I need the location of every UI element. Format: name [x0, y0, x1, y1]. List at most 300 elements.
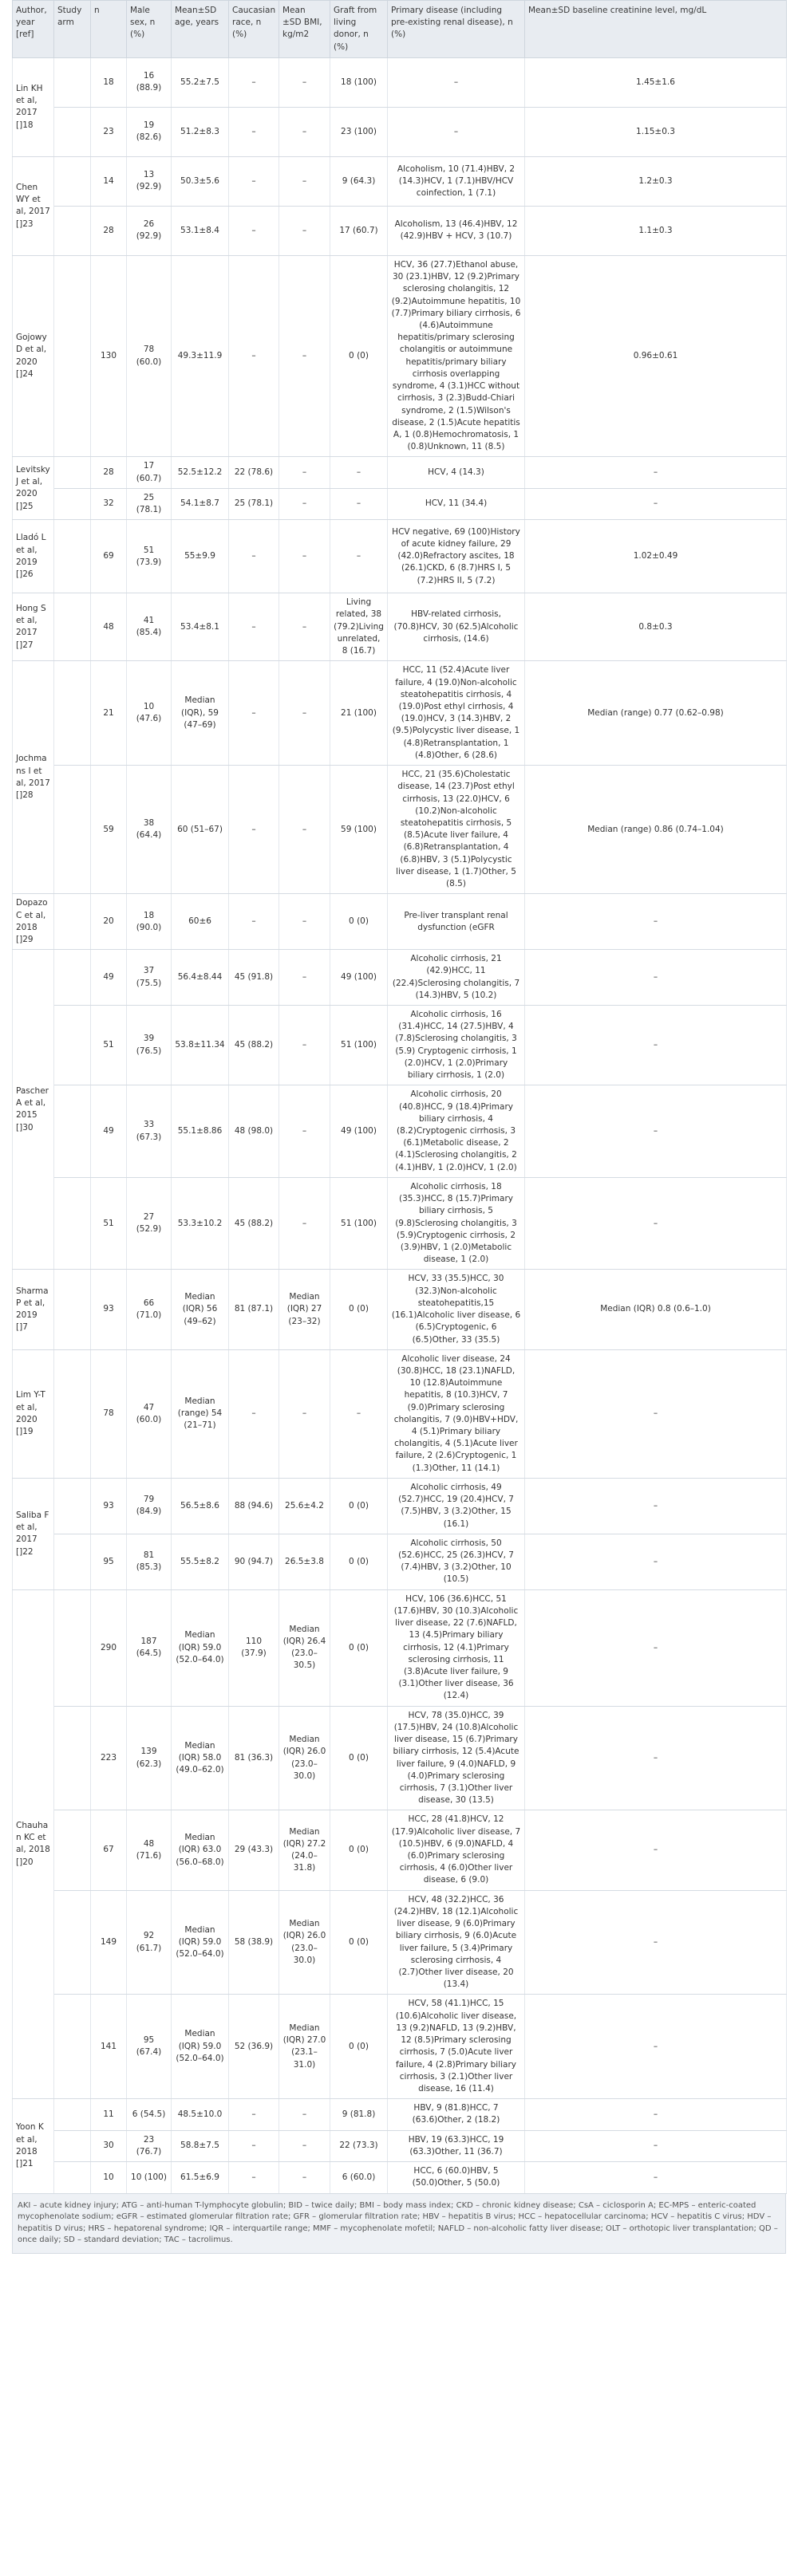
n-cell: 30	[91, 2130, 127, 2161]
creatinine-cell: –	[525, 1006, 787, 1085]
table-row	[13, 2162, 787, 2193]
n-cell: 67	[91, 1810, 127, 1890]
age-cell: 50.3±5.6	[172, 156, 229, 206]
creatinine-cell: –	[525, 1085, 787, 1178]
creatinine-cell: 1.2±0.3	[525, 156, 787, 206]
bmi-cell: Median (IQR) 26.0 (23.0–30.0)	[279, 1890, 330, 1995]
caucasian-cell: –	[229, 520, 279, 593]
table-row	[13, 255, 787, 457]
creatinine-cell: –	[525, 488, 787, 519]
living-donor-cell: Living related, 38 (79.2)Living unrelated, 8 (16.7)	[330, 593, 388, 661]
table-row	[13, 457, 787, 488]
bmi-cell: 26.5±3.8	[279, 1534, 330, 1589]
bmi-cell: –	[279, 661, 330, 766]
male-sex-cell: 51 (73.9)	[127, 520, 172, 593]
bmi-cell: –	[279, 457, 330, 488]
table-row	[13, 520, 787, 593]
bmi-cell: –	[279, 766, 330, 894]
living-donor-cell: 49 (100)	[330, 1085, 388, 1178]
bmi-cell: –	[279, 950, 330, 1006]
table-row	[13, 206, 787, 255]
table-row	[13, 107, 787, 156]
primary-disease-cell: HCV negative, 69 (100)History of acute kidney failure, 29 (42.0)Refractory ascites, 18 (26.1)CKD, 6 (8.7)HRS I, 5 (7.2)HRS II, 5 (7.2)	[388, 520, 525, 593]
caucasian-cell: 90 (94.7)	[229, 1534, 279, 1589]
male-sex-cell: 37 (75.5)	[127, 950, 172, 1006]
caucasian-cell: 45 (88.2)	[229, 1177, 279, 1270]
table-footnote: AKI – acute kidney injury; ATG – anti-human T-lymphocyte globulin; BID – twice daily; BMI – body mass index; CKD – chronic kidney disease; CsA – ciclosporin A; EC-MPS – enteric-coated mycophenolate sodium; eGFR – estimated glomerular filtration rate; GFR – glomerular filtration rate; HBV – hepatitis B virus; HCC – hepatocellular carcinoma; HCV – hepatitis C virus; HDV – hepatitis D virus; HRS – hepatorenal syndrome; IQR – interquartile range; MMF – mycophenolate mofetil; NAFLD – non-alcoholic fatty liver disease; OLT – orthotopic liver transplantation; QD – once daily; SD – standard deviation; TAC – tacrolimus.	[12, 2194, 786, 2254]
study-arm-cell	[54, 520, 91, 593]
bmi-cell: –	[279, 488, 330, 519]
male-sex-cell: 6 (54.5)	[127, 2099, 172, 2130]
header-row	[13, 1, 787, 58]
n-cell: 48	[91, 593, 127, 661]
author-cell: Dopazo C et al, 2018 []29	[13, 894, 54, 950]
male-sex-cell: 26 (92.9)	[127, 206, 172, 255]
living-donor-cell: 51 (100)	[330, 1006, 388, 1085]
caucasian-cell: –	[229, 2099, 279, 2130]
study-arm-cell	[54, 107, 91, 156]
primary-disease-cell: HCC, 28 (41.8)HCV, 12 (17.9)Alcoholic liver disease, 7 (10.5)HBV, 6 (9.0)NAFLD, 4 (6.0)Primary sclerosing cirrhosis, 4 (6.0)Other liver disease, 6 (9.0)	[388, 1810, 525, 1890]
table-row	[13, 950, 787, 1006]
author-cell: Levitsky J et al, 2020 []25	[13, 457, 54, 520]
creatinine-cell: –	[525, 2130, 787, 2161]
study-arm-cell	[54, 1085, 91, 1178]
n-cell: 20	[91, 894, 127, 950]
primary-disease-cell: Alcoholic cirrhosis, 20 (40.8)HCC, 9 (18.4)Primary biliary cirrhosis, 4 (8.2)Cryptogenic cirrhosis, 3 (6.1)Metabolic disease, 2 (4.1)Sclerosing cholangitis, 2 (4.1)HBV, 1 (2.0)HCV, 1 (2.0)	[388, 1085, 525, 1178]
male-sex-cell: 19 (82.6)	[127, 107, 172, 156]
creatinine-cell: –	[525, 894, 787, 950]
primary-disease-cell: HBV, 9 (81.8)HCC, 7 (63.6)Other, 2 (18.2)	[388, 2099, 525, 2130]
age-cell: Median (range) 54 (21–71)	[172, 1349, 229, 1478]
age-cell: Median (IQR) 56 (49–62)	[172, 1270, 229, 1349]
study-arm-cell	[54, 255, 91, 457]
creatinine-cell: –	[525, 1706, 787, 1810]
caucasian-cell: –	[229, 107, 279, 156]
table-row	[13, 1995, 787, 2099]
male-sex-cell: 66 (71.0)	[127, 1270, 172, 1349]
creatinine-cell: –	[525, 1534, 787, 1589]
age-cell: 52.5±12.2	[172, 457, 229, 488]
creatinine-cell: –	[525, 1810, 787, 1890]
caucasian-cell: 29 (43.3)	[229, 1810, 279, 1890]
living-donor-cell: 9 (64.3)	[330, 156, 388, 206]
table-row	[13, 2130, 787, 2161]
study-arm-cell	[54, 457, 91, 488]
caucasian-cell: –	[229, 894, 279, 950]
age-cell: 48.5±10.0	[172, 2099, 229, 2130]
creatinine-cell: 1.02±0.49	[525, 520, 787, 593]
creatinine-cell: 0.8±0.3	[525, 593, 787, 661]
male-sex-cell: 25 (78.1)	[127, 488, 172, 519]
n-cell: 51	[91, 1006, 127, 1085]
bmi-cell: –	[279, 255, 330, 457]
caucasian-cell: 81 (87.1)	[229, 1270, 279, 1349]
study-arm-cell	[54, 1589, 91, 1706]
primary-disease-cell: Alcoholic cirrhosis, 50 (52.6)HCC, 25 (26.3)HCV, 7 (7.4)HBV, 3 (3.2)Other, 10 (10.5)	[388, 1534, 525, 1589]
age-cell: Median (IQR) 63.0 (56.0–68.0)	[172, 1810, 229, 1890]
bmi-cell: 25.6±4.2	[279, 1478, 330, 1534]
primary-disease-cell: HCV, 78 (35.0)HCC, 39 (17.5)HBV, 24 (10.8)Alcoholic liver disease, 15 (6.7)Primary biliary cirrhosis, 12 (5.4)Acute liver failure, 9 (4.0)NAFLD, 9 (4.0)Primary sclerosing cirrhosis, 7 (3.1)Other liver disease, 30 (13.5)	[388, 1706, 525, 1810]
study-arm-cell	[54, 1478, 91, 1534]
table-row	[13, 156, 787, 206]
primary-disease-cell: HCV, 48 (32.2)HCC, 36 (24.2)HBV, 18 (12.1)Alcoholic liver disease, 9 (6.0)Primary biliary cirrhosis, 9 (6.0)Acute liver failure, 5 (3.4)Primary sclerosing cirrhosis, 4 (2.7)Other liver disease, 20 (13.4)	[388, 1890, 525, 1995]
n-cell: 14	[91, 156, 127, 206]
study-characteristics-table	[12, 0, 787, 2194]
male-sex-cell: 18 (90.0)	[127, 894, 172, 950]
male-sex-cell: 39 (76.5)	[127, 1006, 172, 1085]
study-arm-cell	[54, 1995, 91, 2099]
primary-disease-cell: HCC, 11 (52.4)Acute liver failure, 4 (19.0)Non-alcoholic steatohepatitis cirrhosis, 4 (19.0)Post ethyl cirrhosis, 4 (19.0)HCV, 3 (14.3)HBV, 2 (9.5)Polycystic liver disease, 1 (4.8)Retransplantation, 1 (4.8)Other, 6 (28.6)	[388, 661, 525, 766]
study-arm-cell	[54, 1810, 91, 1890]
age-cell: 53.4±8.1	[172, 593, 229, 661]
author-cell: Sharma P et al, 2019 []7	[13, 1270, 54, 1349]
bmi-cell: Median (IQR) 27 (23–32)	[279, 1270, 330, 1349]
header-baseline-creatinine: Mean±SD baseline creatinine level, mg/dL	[525, 1, 787, 58]
header-bmi: Mean ±SD BMI, kg/m2	[279, 1, 330, 58]
primary-disease-cell: Alcoholic cirrhosis, 49 (52.7)HCC, 19 (20.4)HCV, 7 (7.5)HBV, 3 (3.2)Other, 15 (16.1)	[388, 1478, 525, 1534]
study-arm-cell	[54, 2162, 91, 2193]
n-cell: 78	[91, 1349, 127, 1478]
primary-disease-cell: Alcoholism, 13 (46.4)HBV, 12 (42.9)HBV + HCV, 3 (10.7)	[388, 206, 525, 255]
header-n: n	[91, 1, 127, 58]
male-sex-cell: 92 (61.7)	[127, 1890, 172, 1995]
study-arm-cell	[54, 1349, 91, 1478]
table-row	[13, 1177, 787, 1270]
study-arm-cell	[54, 950, 91, 1006]
bmi-cell: Median (IQR) 26.4 (23.0–30.5)	[279, 1589, 330, 1706]
living-donor-cell: –	[330, 1349, 388, 1478]
n-cell: 130	[91, 255, 127, 457]
primary-disease-cell: HBV-related cirrhosis, (70.8)HCV, 30 (62.5)Alcoholic cirrhosis, (14.6)	[388, 593, 525, 661]
creatinine-cell: –	[525, 1995, 787, 2099]
male-sex-cell: 16 (88.9)	[127, 57, 172, 107]
n-cell: 141	[91, 1995, 127, 2099]
male-sex-cell: 78 (60.0)	[127, 255, 172, 457]
bmi-cell: Median (IQR) 27.2 (24.0–31.8)	[279, 1810, 330, 1890]
caucasian-cell: –	[229, 255, 279, 457]
header-author: Author, year [ref]	[13, 1, 54, 58]
male-sex-cell: 79 (84.9)	[127, 1478, 172, 1534]
author-cell: Yoon K et al, 2018 []21	[13, 2099, 54, 2193]
age-cell: 53.8±11.34	[172, 1006, 229, 1085]
male-sex-cell: 81 (85.3)	[127, 1534, 172, 1589]
table-row	[13, 1478, 787, 1534]
author-cell: Hong S et al, 2017 []27	[13, 593, 54, 661]
table-row	[13, 1006, 787, 1085]
creatinine-cell: Median (IQR) 0.8 (0.6–1.0)	[525, 1270, 787, 1349]
author-cell: Chauhan KC et al, 2018 []20	[13, 1589, 54, 2099]
caucasian-cell: –	[229, 57, 279, 107]
n-cell: 95	[91, 1534, 127, 1589]
creatinine-cell: 1.15±0.3	[525, 107, 787, 156]
bmi-cell: –	[279, 1085, 330, 1178]
age-cell: 55±9.9	[172, 520, 229, 593]
creatinine-cell: –	[525, 1478, 787, 1534]
living-donor-cell: 51 (100)	[330, 1177, 388, 1270]
n-cell: 23	[91, 107, 127, 156]
study-arm-cell	[54, 1890, 91, 1995]
author-cell: Gojowy D et al, 2020 []24	[13, 255, 54, 457]
living-donor-cell: –	[330, 457, 388, 488]
male-sex-cell: 10 (100)	[127, 2162, 172, 2193]
bmi-cell: –	[279, 520, 330, 593]
living-donor-cell: 59 (100)	[330, 766, 388, 894]
caucasian-cell: –	[229, 661, 279, 766]
table-row	[13, 1706, 787, 1810]
study-arm-cell	[54, 593, 91, 661]
table-row	[13, 1589, 787, 1706]
study-arm-cell	[54, 1270, 91, 1349]
study-arm-cell	[54, 1706, 91, 1810]
male-sex-cell: 47 (60.0)	[127, 1349, 172, 1478]
age-cell: 60±6	[172, 894, 229, 950]
bmi-cell: –	[279, 1349, 330, 1478]
age-cell: 56.5±8.6	[172, 1478, 229, 1534]
living-donor-cell: –	[330, 488, 388, 519]
bmi-cell: Median (IQR) 26.0 (23.0–30.0)	[279, 1706, 330, 1810]
creatinine-cell: Median (range) 0.77 (0.62–0.98)	[525, 661, 787, 766]
male-sex-cell: 41 (85.4)	[127, 593, 172, 661]
creatinine-cell: –	[525, 1349, 787, 1478]
primary-disease-cell: Alcoholic cirrhosis, 16 (31.4)HCC, 14 (27.5)HBV, 4 (7.8)Sclerosing cholangitis, 3 (5.9) Cryptogenic cirrhosis, 1 (2.0)HCV, 1 (2.0)Primary biliary cirrhosis, 1 (2.0)	[388, 1006, 525, 1085]
age-cell: Median (IQR) 58.0 (49.0–62.0)	[172, 1706, 229, 1810]
n-cell: 51	[91, 1177, 127, 1270]
age-cell: 51.2±8.3	[172, 107, 229, 156]
living-donor-cell: 18 (100)	[330, 57, 388, 107]
n-cell: 28	[91, 457, 127, 488]
caucasian-cell: 88 (94.6)	[229, 1478, 279, 1534]
living-donor-cell: 0 (0)	[330, 1995, 388, 2099]
caucasian-cell: 45 (88.2)	[229, 1006, 279, 1085]
male-sex-cell: 17 (60.7)	[127, 457, 172, 488]
table-row	[13, 1270, 787, 1349]
living-donor-cell: 0 (0)	[330, 1534, 388, 1589]
study-arm-cell	[54, 661, 91, 766]
primary-disease-cell: HCV, 106 (36.6)HCC, 51 (17.6)HBV, 30 (10.3)Alcoholic liver disease, 22 (7.6)NAFLD, 13 (4.5)Primary biliary cirrhosis, 12 (4.1)Primary sclerosing cirrhosis, 11 (3.8)Acute liver failure, 9 (3.1)Other liver disease, 36 (12.4)	[388, 1589, 525, 1706]
creatinine-cell: –	[525, 457, 787, 488]
bmi-cell: –	[279, 57, 330, 107]
n-cell: 59	[91, 766, 127, 894]
bmi-cell: Median (IQR) 27.0 (23.1–31.0)	[279, 1995, 330, 2099]
study-arm-cell	[54, 2130, 91, 2161]
study-arm-cell	[54, 1006, 91, 1085]
male-sex-cell: 95 (67.4)	[127, 1995, 172, 2099]
caucasian-cell: 81 (36.3)	[229, 1706, 279, 1810]
primary-disease-cell: –	[388, 57, 525, 107]
bmi-cell: –	[279, 1006, 330, 1085]
n-cell: 18	[91, 57, 127, 107]
author-cell: Lladó L et al, 2019 []26	[13, 520, 54, 593]
n-cell: 11	[91, 2099, 127, 2130]
n-cell: 10	[91, 2162, 127, 2193]
header-living-donor: Graft from living donor, n (%)	[330, 1, 388, 58]
bmi-cell: –	[279, 107, 330, 156]
male-sex-cell: 33 (67.3)	[127, 1085, 172, 1178]
caucasian-cell: –	[229, 1349, 279, 1478]
author-cell: Jochmans I et al, 2017 []28	[13, 661, 54, 894]
age-cell: 54.1±8.7	[172, 488, 229, 519]
header-male-sex: Male sex, n (%)	[127, 1, 172, 58]
table-row	[13, 57, 787, 107]
table-row	[13, 1349, 787, 1478]
male-sex-cell: 187 (64.5)	[127, 1589, 172, 1706]
table-row	[13, 2099, 787, 2130]
living-donor-cell: 49 (100)	[330, 950, 388, 1006]
bmi-cell: –	[279, 2162, 330, 2193]
author-cell: Lin KH et al, 2017 []18	[13, 57, 54, 156]
living-donor-cell: 0 (0)	[330, 1810, 388, 1890]
age-cell: 55.2±7.5	[172, 57, 229, 107]
study-arm-cell	[54, 894, 91, 950]
caucasian-cell: 22 (78.6)	[229, 457, 279, 488]
n-cell: 69	[91, 520, 127, 593]
living-donor-cell: 23 (100)	[330, 107, 388, 156]
living-donor-cell: 0 (0)	[330, 1589, 388, 1706]
table-row	[13, 1890, 787, 1995]
caucasian-cell: –	[229, 2162, 279, 2193]
caucasian-cell: 58 (38.9)	[229, 1890, 279, 1995]
caucasian-cell: –	[229, 156, 279, 206]
table-body	[13, 57, 787, 2193]
primary-disease-cell: HCV, 33 (35.5)HCC, 30 (32.3)Non-alcoholic steatohepatitis,15 (16.1)Alcoholic liver disease, 6 (6.5)Cryptogenic, 6 (6.5)Other, 33 (35.5)	[388, 1270, 525, 1349]
header-caucasian: Caucasian race, n (%)	[229, 1, 279, 58]
age-cell: 60 (51–67)	[172, 766, 229, 894]
primary-disease-cell: HCC, 6 (60.0)HBV, 5 (50.0)Other, 5 (50.0)	[388, 2162, 525, 2193]
creatinine-cell: –	[525, 1890, 787, 1995]
primary-disease-cell: HCV, 11 (34.4)	[388, 488, 525, 519]
age-cell: Median (IQR) 59.0 (52.0–64.0)	[172, 1589, 229, 1706]
age-cell: 56.4±8.44	[172, 950, 229, 1006]
primary-disease-cell: HCV, 58 (41.1)HCC, 15 (10.6)Alcoholic liver disease, 13 (9.2)NAFLD, 13 (9.2)HBV, 12 (8.5)Primary sclerosing cirrhosis, 7 (5.0)Acute liver failure, 4 (2.8)Primary biliary cirrhosis, 3 (2.1)Other liver disease, 16 (11.4)	[388, 1995, 525, 2099]
living-donor-cell: 0 (0)	[330, 255, 388, 457]
age-cell: Median (IQR) 59.0 (52.0–64.0)	[172, 1995, 229, 2099]
author-cell: Chen WY et al, 2017 []23	[13, 156, 54, 255]
table-row	[13, 488, 787, 519]
author-cell: Lim Y-T et al, 2020 []19	[13, 1349, 54, 1478]
male-sex-cell: 38 (64.4)	[127, 766, 172, 894]
n-cell: 223	[91, 1706, 127, 1810]
study-arm-cell	[54, 2099, 91, 2130]
n-cell: 49	[91, 1085, 127, 1178]
primary-disease-cell: HCV, 36 (27.7)Ethanol abuse, 30 (23.1)HBV, 12 (9.2)Primary sclerosing cholangitis, 12 (9.2)Autoimmune hepatitis, 10 (7.7)Primary biliary cirrhosis, 6 (4.6)Autoimmune hepatitis/primary sclerosing cholangitis or autoimmune hepatitis/primary biliary cirrhosis overlapping syndrome, 4 (3.1)HCC without cirrhosis, 3 (2.3)Budd-Chiari syndrome, 2 (1.5)Wilson's disease, 2 (1.5)Acute hepatitis A, 1 (0.8)Hemochromatosis, 1 (0.8)Unknown, 11 (8.5)	[388, 255, 525, 457]
primary-disease-cell: HBV, 19 (63.3)HCC, 19 (63.3)Other, 11 (36.7)	[388, 2130, 525, 2161]
n-cell: 149	[91, 1890, 127, 1995]
living-donor-cell: 0 (0)	[330, 1706, 388, 1810]
age-cell: 53.1±8.4	[172, 206, 229, 255]
study-arm-cell	[54, 766, 91, 894]
n-cell: 290	[91, 1589, 127, 1706]
creatinine-cell: 1.45±1.6	[525, 57, 787, 107]
creatinine-cell: –	[525, 2099, 787, 2130]
caucasian-cell: 25 (78.1)	[229, 488, 279, 519]
primary-disease-cell: HCC, 21 (35.6)Cholestatic disease, 14 (23.7)Post ethyl cirrhosis, 13 (22.0)HCV, 6 (10.2)Non-alcoholic steatohepatitis cirrhosis, 5 (8.5)Acute liver failure, 4 (6.8)Retransplantation, 4 (6.8)HBV, 3 (5.1)Polycystic liver disease, 1 (1.7)Other, 5 (8.5)	[388, 766, 525, 894]
primary-disease-cell: Alcoholic cirrhosis, 21 (42.9)HCC, 11 (22.4)Sclerosing cholangitis, 7 (14.3)HBV, 5 (10.2)	[388, 950, 525, 1006]
bmi-cell: –	[279, 1177, 330, 1270]
male-sex-cell: 13 (92.9)	[127, 156, 172, 206]
age-cell: 55.1±8.86	[172, 1085, 229, 1178]
age-cell: Median (IQR), 59 (47–69)	[172, 661, 229, 766]
living-donor-cell: 0 (0)	[330, 1478, 388, 1534]
age-cell: 61.5±6.9	[172, 2162, 229, 2193]
living-donor-cell: 0 (0)	[330, 1890, 388, 1995]
bmi-cell: –	[279, 2099, 330, 2130]
creatinine-cell: –	[525, 2162, 787, 2193]
living-donor-cell: 6 (60.0)	[330, 2162, 388, 2193]
age-cell: 55.5±8.2	[172, 1534, 229, 1589]
header-primary-disease: Primary disease (including pre-existing renal disease), n (%)	[388, 1, 525, 58]
bmi-cell: –	[279, 156, 330, 206]
caucasian-cell: –	[229, 593, 279, 661]
caucasian-cell: –	[229, 766, 279, 894]
study-arm-cell	[54, 1534, 91, 1589]
bmi-cell: –	[279, 2130, 330, 2161]
table-row	[13, 894, 787, 950]
table-row	[13, 661, 787, 766]
age-cell: Median (IQR) 59.0 (52.0–64.0)	[172, 1890, 229, 1995]
male-sex-cell: 27 (52.9)	[127, 1177, 172, 1270]
living-donor-cell: 9 (81.8)	[330, 2099, 388, 2130]
age-cell: 58.8±7.5	[172, 2130, 229, 2161]
table-row	[13, 1085, 787, 1178]
caucasian-cell: 110 (37.9)	[229, 1589, 279, 1706]
bmi-cell: –	[279, 894, 330, 950]
caucasian-cell: 45 (91.8)	[229, 950, 279, 1006]
table-row	[13, 766, 787, 894]
table-row	[13, 1810, 787, 1890]
header-study-arm: Study arm	[54, 1, 91, 58]
living-donor-cell: 21 (100)	[330, 661, 388, 766]
male-sex-cell: 23 (76.7)	[127, 2130, 172, 2161]
table-row	[13, 1534, 787, 1589]
primary-disease-cell: Alcoholic liver disease, 24 (30.8)HCC, 18 (23.1)NAFLD, 10 (12.8)Autoimmune hepatitis, 8 (10.3)HCV, 7 (9.0)Primary sclerosing cholangitis, 7 (9.0)HBV+HDV, 4 (5.1)Primary biliary cholangitis, 4 (5.1)Acute liver failure, 2 (2.6)Cryptogenic, 1 (1.3)Other, 11 (14.1)	[388, 1349, 525, 1478]
creatinine-cell: Median (range) 0.86 (0.74–1.04)	[525, 766, 787, 894]
n-cell: 49	[91, 950, 127, 1006]
header-age: Mean±SD age, years	[172, 1, 229, 58]
living-donor-cell: 17 (60.7)	[330, 206, 388, 255]
primary-disease-cell: –	[388, 107, 525, 156]
caucasian-cell: –	[229, 206, 279, 255]
bmi-cell: –	[279, 206, 330, 255]
study-arm-cell	[54, 1177, 91, 1270]
male-sex-cell: 139 (62.3)	[127, 1706, 172, 1810]
male-sex-cell: 10 (47.6)	[127, 661, 172, 766]
n-cell: 93	[91, 1270, 127, 1349]
creatinine-cell: –	[525, 1177, 787, 1270]
creatinine-cell: 1.1±0.3	[525, 206, 787, 255]
study-arm-cell	[54, 57, 91, 107]
caucasian-cell: –	[229, 2130, 279, 2161]
living-donor-cell: 0 (0)	[330, 1270, 388, 1349]
table-container	[12, 0, 786, 2254]
creatinine-cell: –	[525, 950, 787, 1006]
male-sex-cell: 48 (71.6)	[127, 1810, 172, 1890]
n-cell: 21	[91, 661, 127, 766]
author-cell: Saliba F et al, 2017 []22	[13, 1478, 54, 1589]
living-donor-cell: 22 (73.3)	[330, 2130, 388, 2161]
primary-disease-cell: Alcoholic cirrhosis, 18 (35.3)HCC, 8 (15.7)Primary biliary cirrhosis, 5 (9.8)Sclerosing cholangitis, 3 (5.9)Cryptogenic cirrhosis, 2 (3.9)HBV, 1 (2.0)Metabolic disease, 1 (2.0)	[388, 1177, 525, 1270]
primary-disease-cell: Pre-liver transplant renal dysfunction (eGFR	[388, 894, 525, 950]
n-cell: 93	[91, 1478, 127, 1534]
primary-disease-cell: Alcoholism, 10 (71.4)HBV, 2 (14.3)HCV, 1 (7.1)HBV/HCV coinfection, 1 (7.1)	[388, 156, 525, 206]
living-donor-cell: –	[330, 520, 388, 593]
caucasian-cell: 52 (36.9)	[229, 1995, 279, 2099]
creatinine-cell: 0.96±0.61	[525, 255, 787, 457]
study-arm-cell	[54, 156, 91, 206]
bmi-cell: –	[279, 593, 330, 661]
age-cell: 49.3±11.9	[172, 255, 229, 457]
n-cell: 32	[91, 488, 127, 519]
author-cell: Pascher A et al, 2015 []30	[13, 950, 54, 1270]
